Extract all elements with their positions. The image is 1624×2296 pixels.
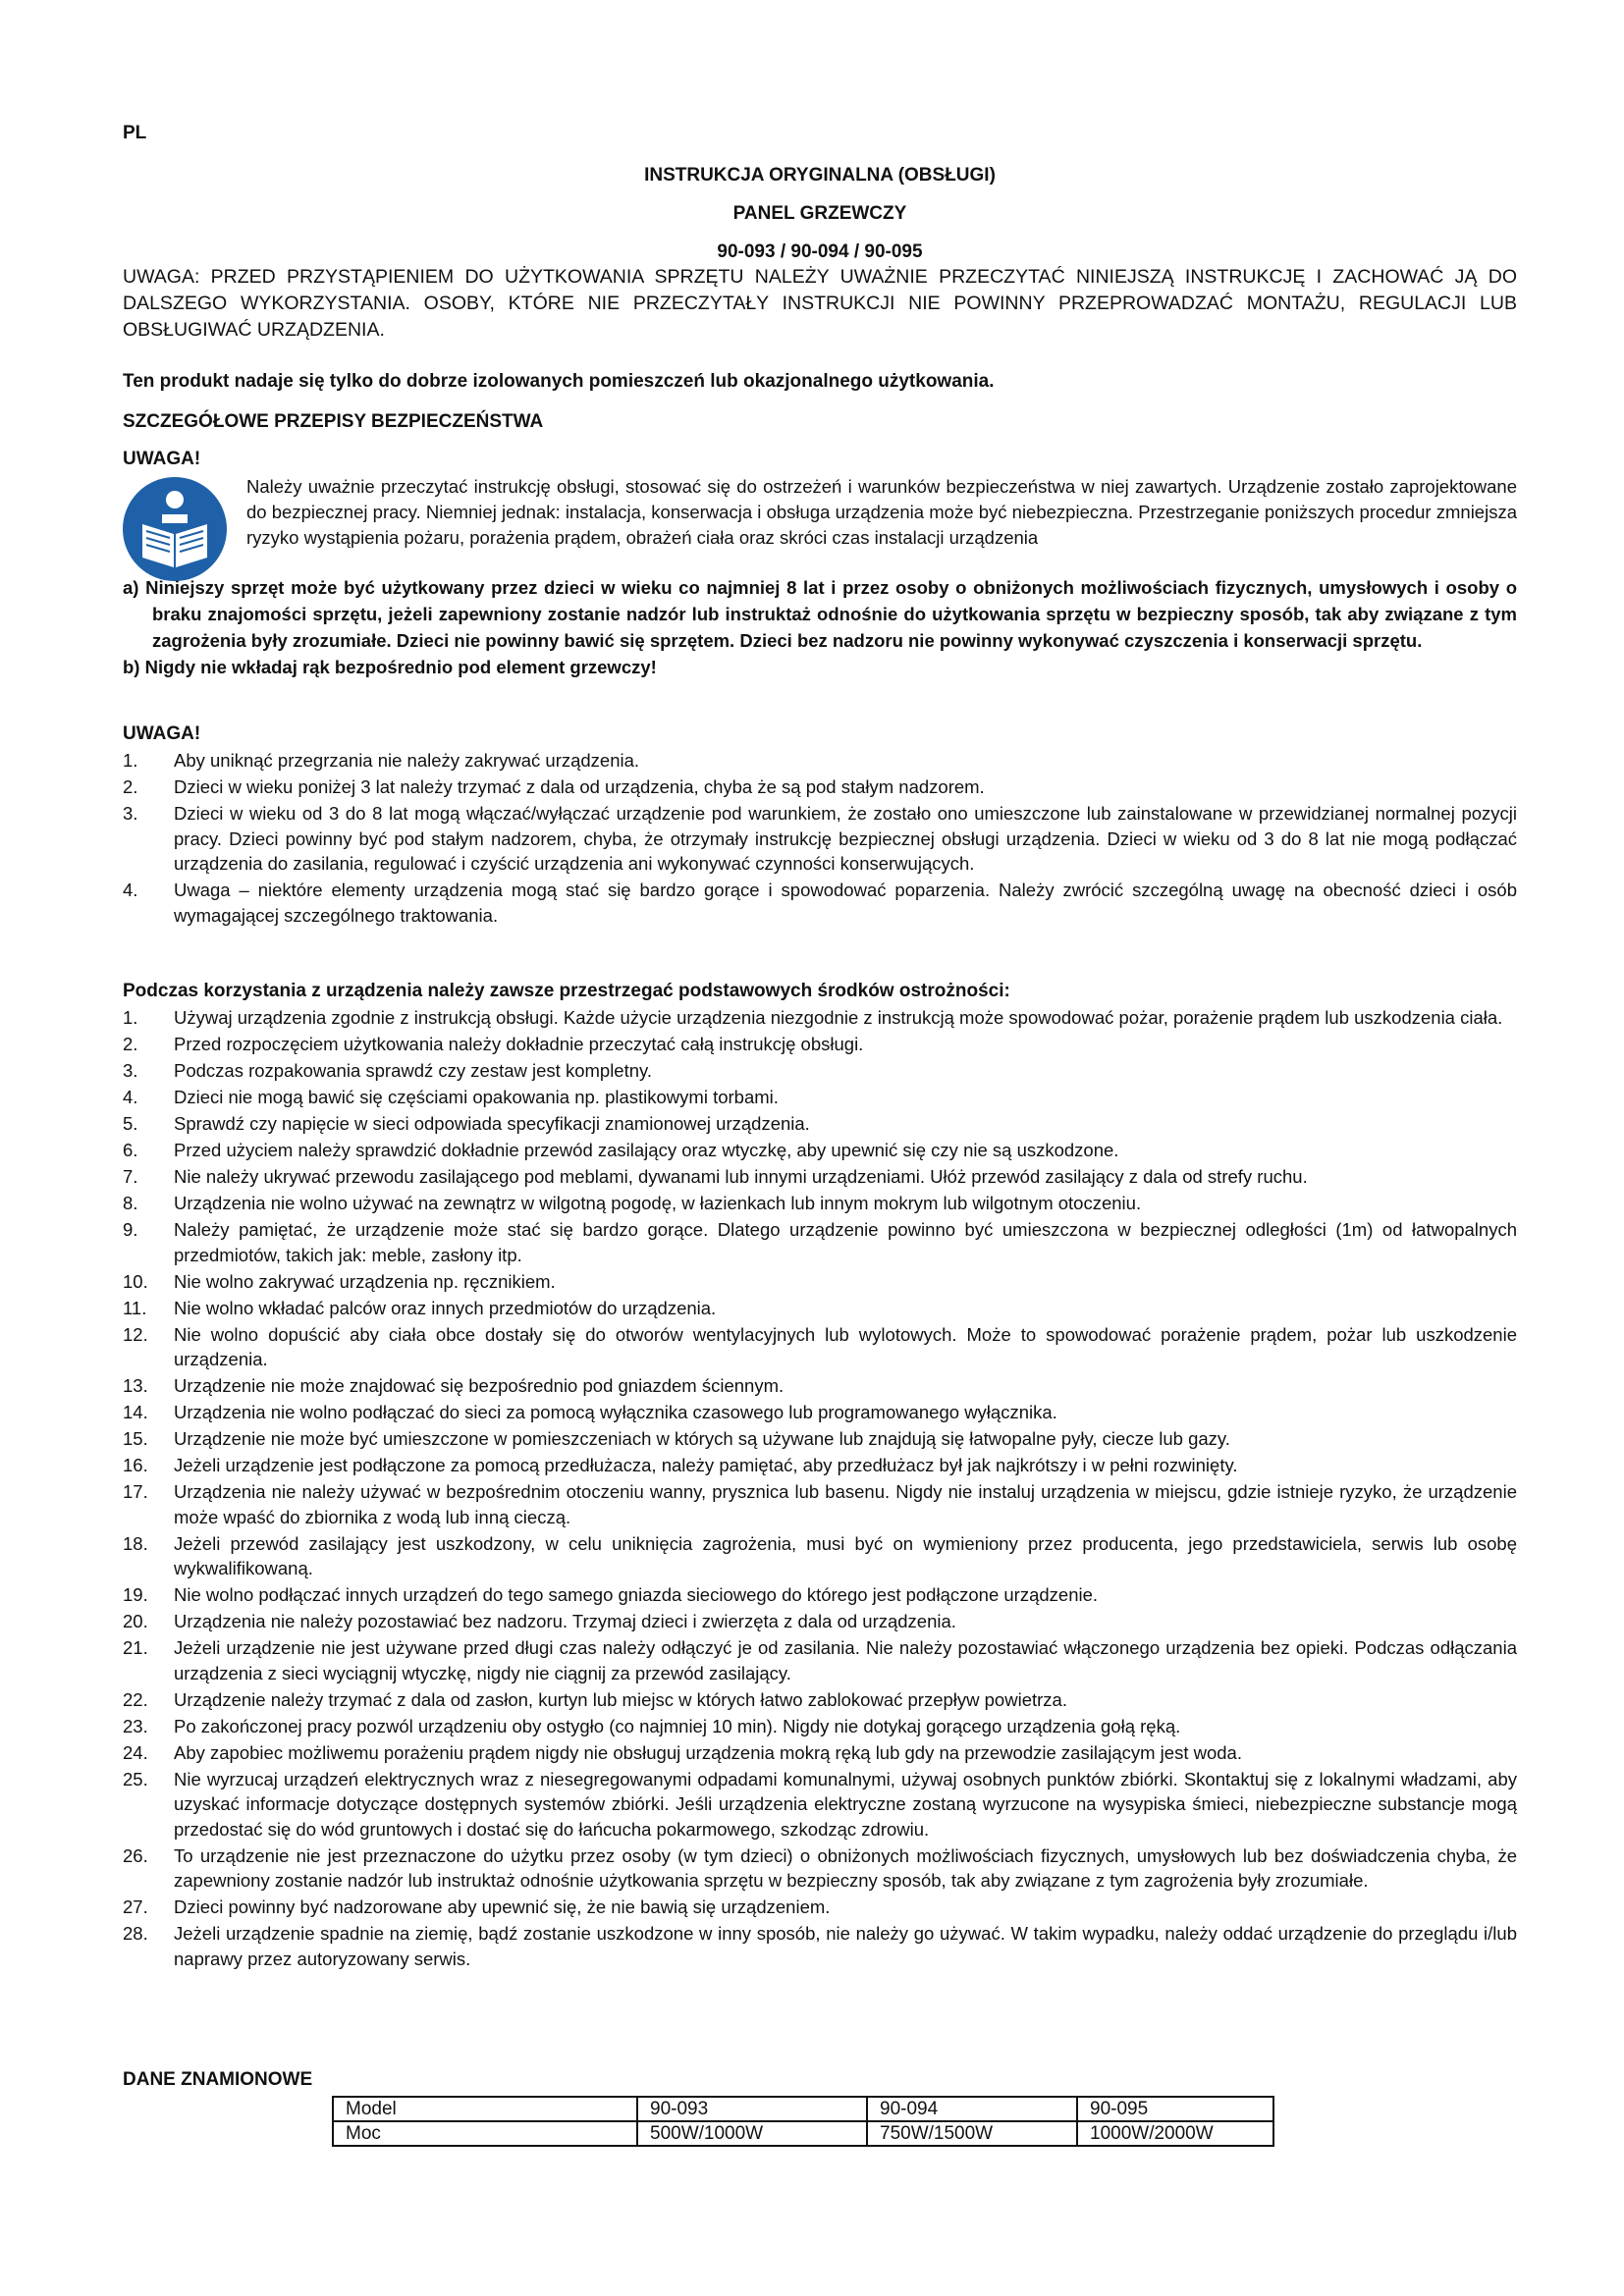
list-item-number: 4. [123,1087,138,1107]
list-item [123,1714,1517,1739]
list-item-text: Nie wolno zakrywać urządzenia np. ręcznikiem. [174,1270,556,1292]
list-item-text: Urządzenie nie może być umieszczone w pomieszczeniach w których są używane lub znajdują się łatwopalne pyły, ciecze lub gazy. [174,1428,1230,1449]
list-item-number: 4. [123,880,138,900]
list-item [123,1767,1517,1842]
list-item [123,1687,1517,1713]
table-cell: 90-094 [867,2097,1077,2121]
list-item-number: 7. [123,1166,138,1187]
list-item-text: Nie wolno wkładać palców oraz innych przedmiotów do urządzenia. [174,1297,717,1318]
list-item [123,1609,1517,1634]
precautions-heading: Podczas korzystania z urządzenia należy zawsze przestrzegać podstawowych środków ostrożności: [123,981,1010,1001]
bold-warning-list [123,574,1517,680]
list-item-number: 17. [123,1481,148,1502]
list-item-text: Jeżeli urządzenie spadnie na ziemię, bądź zostanie uszkodzone w inny sposób, nie należy go używać. W takim wypadku, należy oddać urządzenie do przeglądu i/lub naprawy przez autoryzowany serwis. [174,1923,1517,1969]
list-item-text: Używaj urządzenia zgodnie z instrukcją obsługi. Każde użycie urządzenia niezgodnie z instrukcją może spowodować pożar, porażenie prądem lub uszkodzenia ciała. [174,1007,1503,1028]
bold-warning-item: a) Niniejszy sprzęt może być użytkowany przez dzieci w wieku co najmniej 8 lat i przez osoby o obniżonych możliwościach fizycznych, umysłowych i osoby o braku znajomości sprzętu, jeżeli zapewniony zostanie nadzór lub instruktaż odnośnie do użytkowania sprzętu w bezpieczny sposób, tak aby związane z tym zagrożenia były zrozumiałe. Dzieci nie powinny bawić się sprzętem. Dzieci bez nadzoru nie powinny wykonywać czyszczenia i konserwacji sprzętu. [123,577,1517,651]
list-item [123,1005,1517,1031]
list-item [123,1740,1517,1766]
table-cell: 1000W/2000W [1077,2121,1273,2146]
list-item-text: Urządzenia nie wolno podłączać do sieci za pomocą wyłącznika czasowego lub programowanego wyłącznika. [174,1402,1057,1422]
list-item-text: Po zakończonej pracy pozwól urządzeniu oby ostygło (co najmniej 10 min). Nigdy nie dotykaj gorącego urządzenia gołą ręką. [174,1715,1181,1736]
list-item [123,1635,1517,1685]
list-item-text: Dzieci w wieku poniżej 3 lat należy trzymać z dala od urządzenia, chyba że są pod stałym nadzorem. [174,776,985,797]
list-item [123,1895,1517,1920]
list-item-number: 14. [123,1402,148,1422]
list-item-text: Należy pamiętać, że urządzenie może stać się bardzo gorące. Dlatego urządzenie powinno być umieszczona w bezpiecznej odległości (1m) od łatwopalnych przedmiotów, takich jak: meble, zasłony itp. [174,1219,1517,1265]
table-row [333,2097,1273,2121]
list-item-number: 28. [123,1923,148,1944]
list-item-text: Przed rozpoczęciem użytkowania należy dokładnie przeczytać całą instrukcję obsługi. [174,1034,864,1054]
table-cell: 750W/1500W [867,2121,1077,2146]
list-item-text: Jeżeli urządzenie nie jest używane przed długi czas należy odłączyć je od zasilania. Nie należy pozostawiać włączonego urządzenia bez opieki. Podczas odłączania urządzenia z sieci wyciągnij wtyczkę, nigdy nie ciągnij za przewód zasilający. [174,1637,1517,1683]
list-item-number: 10. [123,1270,148,1292]
list-item-text: Nie wolno podłączać innych urządzeń do tego samego gniazda sieciowego do którego jest podłączone urządzenie. [174,1584,1099,1605]
list-item-number: 15. [123,1428,148,1449]
list-item-number: 22. [123,1688,148,1710]
list-item-number: 11. [123,1297,147,1318]
model-numbers: 90-093 / 90-094 / 90-095 [717,241,923,262]
list-item-number: 3. [123,1060,138,1081]
list-item-number: 2. [123,776,138,797]
attention-list [123,748,1517,930]
list-item-text: Przed użyciem należy sprawdzić dokładnie przewód zasilający oraz wtyczkę, aby upewnić się czy nie są uszkodzone. [174,1140,1119,1160]
list-item [123,1111,1517,1137]
precautions-list [123,1005,1517,1973]
list-item [123,1531,1517,1581]
list-item [123,1843,1517,1894]
list-item-number: 27. [123,1896,148,1917]
list-item-text: Nie wyrzucaj urządzeń elektrycznych wraz z niesegregowanymi odpadami komunalnymi, używaj osobnych punktów zbiórki. Skontaktuj się z lokalnymi władzami, aby uzyskać informacje dotyczące dostępnych systemów zbiórki. Jeśli urządzenia elektryczne zostaną wyrzucone na wysypiska śmieci, niebezpieczne substancje mogą przedostać się do wód gruntowych i dostać się do łańcucha pokarmowego, szkodząc zdrowiu. [174,1768,1517,1840]
list-item-text: Jeżeli urządzenie jest podłączone za pomocą przedłużacza, należy pamiętać, aby przedłużacz był jak najkrótszy i w pełni rozwinięty. [174,1455,1238,1475]
list-item-number: 16. [123,1455,148,1475]
list-item-number: 12. [123,1323,148,1345]
list-item [123,1085,1517,1110]
list-item-text: To urządzenie nie jest przeznaczone do użytku przez osoby (w tym dzieci) o obniżonych możliwościach fizycznych, umysłowych lub bez doświadczenia chyba, że zapewniony zostanie nadzór lub instruktaż odnośnie użytkowania sprzętu w bezpieczny sposób, tak aby związane z tym zagrożenia były zrozumiałe. [174,1844,1517,1891]
list-item [123,1400,1517,1425]
list-item-text: Urządzenie należy trzymać z dala od zasłon, kurtyn lub miejsc w których łatwo zablokować przepływ powietrza. [174,1688,1067,1710]
list-item [123,1138,1517,1163]
list-item [123,774,1517,800]
list-item [123,1453,1517,1478]
list-item-number: 8. [123,1193,138,1213]
list-item-text: Sprawdź czy napięcie w sieci odpowiada specyfikacji znamionowej urządzenia. [174,1113,810,1134]
list-item-number: 26. [123,1844,148,1866]
list-item-number: 3. [123,803,138,824]
list-item-text: Dzieci w wieku od 3 do 8 lat mogą włączać/wyłączać urządzenie pod warunkiem, że zostało ono umieszczone lub zainstalowane w przewidzianej normalnej pozycji pracy. Dzieci powinny być pod stałym nadzorem, chyba, że otrzymały instrukcję bezpiecznej obsługi urządzenia. Dzieci w wieku od 3 do 8 lat nie mogą podłączać urządzenia do zasilania, regulować i czyścić urządzenia ani wykonywać czynności konserwujących. [174,803,1517,874]
list-item-text: Aby zapobiec możliwemu porażeniu prądem nigdy nie obsługuj urządzenia mokrą ręką lub gdy na przewodzie zasilającym jest woda. [174,1741,1242,1763]
read-manual-warning: UWAGA: PRZED PRZYSTĄPIENIEM DO UŻYTKOWANIA SPRZĘTU NALEŻY UWAŻNIE PRZECZYTAĆ NINIEJSZĄ INSTRUKCJĘ I ZACHOWAĆ JĄ DO DALSZEGO WYKORZYSTANIA. OSOBY, KTÓRE NIE PRZECZYTAŁY INSTRUKCJI NIE POWINNY PRZEPROWADZAĆ MONTAŻU, REGULACJI LUB OBSŁUGIWAĆ URZĄDZENIA. [123,266,1517,341]
list-item-number: 6. [123,1140,138,1160]
list-item-text: Dzieci nie mogą bawić się częściami opakowania np. plastikowymi torbami. [174,1087,779,1107]
list-item-text: Podczas rozpakowania sprawdź czy zestaw jest kompletny. [174,1060,653,1081]
list-item-number: 5. [123,1113,138,1134]
product-name: PANEL GRZEWCZY [732,203,907,224]
table-cell: 90-093 [637,2097,867,2121]
list-item-text: Nie należy ukrywać przewodu zasilającego pod meblami, dywanami lub innymi urządzeniami. Ułóż przewód zasilający z dala od strefy ruchu. [174,1166,1308,1187]
list-item-number: 9. [123,1219,138,1240]
safety-heading: SZCZEGÓŁOWE PRZEPISY BEZPIECZEŃSTWA [123,411,544,432]
list-item-number: 19. [123,1584,148,1605]
list-item-number: 25. [123,1768,148,1789]
table-cell: 500W/1000W [637,2121,867,2146]
list-item [123,1426,1517,1452]
list-item-number: 21. [123,1637,148,1658]
list-item [123,1582,1517,1608]
bold-warning-item: b) Nigdy nie wkładaj rąk bezpośrednio pod element grzewczy! [123,657,657,677]
list-item-number: 18. [123,1532,148,1554]
list-item-text: Jeżeli przewód zasilający jest uszkodzony, w celu uniknięcia zagrożenia, musi być on wymieniony przez producenta, jego przedstawiciela, serwis lub osobę wykwalifikowaną. [174,1532,1517,1578]
read-manual-icon [123,477,227,581]
ratings-table [332,2096,1274,2147]
list-item [123,748,1517,774]
table-row [333,2121,1273,2146]
list-item [123,1373,1517,1399]
list-item-number: 1. [123,1007,138,1028]
list-item-number: 24. [123,1741,148,1763]
document-title: INSTRUKCJA ORYGINALNA (OBSŁUGI) [644,165,996,186]
list-item-text: Dzieci powinny być nadzorowane aby upewnić się, że nie bawią się urządzeniem. [174,1896,831,1917]
list-item [123,1032,1517,1057]
safety-intro: Należy uważnie przeczytać instrukcję obsługi, stosować się do ostrzeżeń i warunków bezpieczeństwa w niej zawartych. Urządzenie zostało zaprojektowane do bezpiecznej pracy. Niemniej jednak: instalacja, konserwacja i obsługa urządzenia może być niebezpieczna. Przestrzeganie poniższych procedur zmniejsza ryzyko wystąpienia pożaru, porażenia prądem, obrażeń ciała oraz skróci czas instalacji urządzenia [246,476,1517,548]
list-item-number: 13. [123,1375,148,1396]
list-item-text: Urządzenia nie wolno używać na zewnątrz w wilgotną pogodę, w łazienkach lub innym mokrym lub wilgotnym otoczeniu. [174,1193,1142,1213]
list-item [123,1217,1517,1267]
attention-label-1: UWAGA! [123,449,201,469]
list-item-number: 1. [123,750,138,771]
list-item-text: Aby uniknąć przegrzania nie należy zakrywać urządzenia. [174,750,640,771]
list-item [123,1164,1517,1190]
list-item [123,1921,1517,1971]
list-item-number: 23. [123,1715,148,1736]
list-item-text: Urządzenia nie należy pozostawiać bez nadzoru. Trzymaj dzieci i zwierzęta z dala od urządzenia. [174,1611,956,1631]
list-item [123,1191,1517,1216]
language-code: PL [123,123,147,143]
list-item-text: Uwaga – niektóre elementy urządzenia mogą stać się bardzo gorące i spowodować poparzenia. Należy zwrócić szczególną uwagę na obecność dzieci i osób wymagającej szczególnego traktowania. [174,880,1517,926]
attention-label-2: UWAGA! [123,723,201,744]
table-cell: Model [333,2097,637,2121]
list-item-text: Urządzenia nie należy używać w bezpośrednim otoczeniu wanny, prysznica lub basenu. Nigdy nie instaluj urządzenia w miejscu, gdzie istnieje ryzyko, że urządzenie może wpaść do zbiornika z wodą lub inną cieczą. [174,1481,1517,1527]
list-item-number: 20. [123,1611,148,1631]
list-item-number: 2. [123,1034,138,1054]
list-item-text: Nie wolno dopuścić aby ciała obce dostały się do otworów wentylacyjnych lub wylotowych. Może to spowodować porażenie prądem, pożar lub uszkodzenie urządzenia. [174,1323,1517,1369]
list-item [123,1296,1517,1321]
table-cell: Moc [333,2121,637,2146]
list-item [123,1058,1517,1084]
suitability-note: Ten produkt nadaje się tylko do dobrze izolowanych pomieszczeń lub okazjonalnego użytkowania. [123,371,995,392]
list-item [123,1322,1517,1372]
list-item-text: Urządzenie nie może znajdować się bezpośrednio pod gniazdem ściennym. [174,1375,785,1396]
ratings-heading: DANE ZNAMIONOWE [123,2069,313,2090]
list-item [123,878,1517,928]
list-item [123,1479,1517,1529]
table-cell: 90-095 [1077,2097,1273,2121]
list-item [123,1269,1517,1295]
list-item [123,801,1517,877]
